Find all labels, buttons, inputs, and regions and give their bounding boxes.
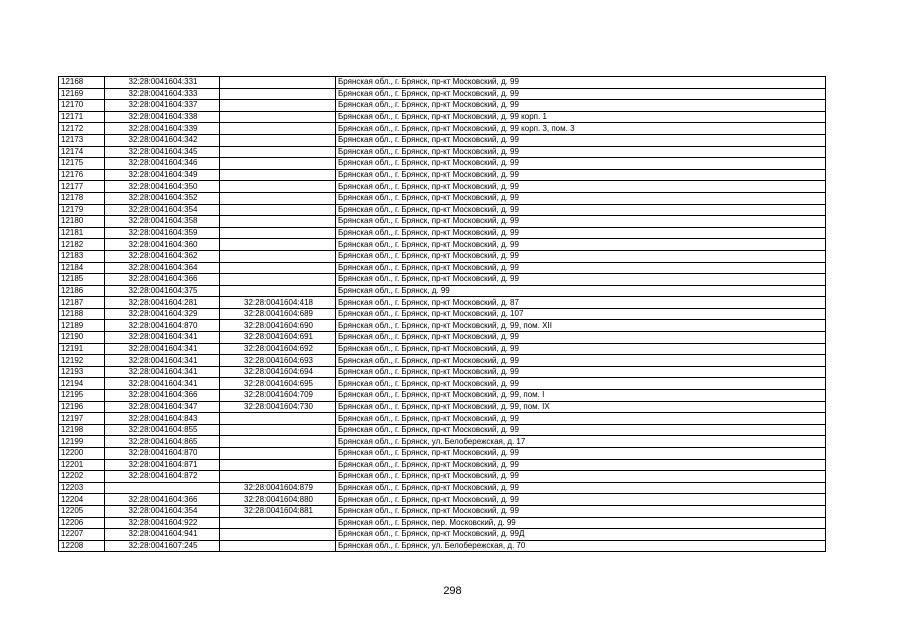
row-number-cell: 12188 <box>59 308 105 320</box>
linked-cadastral-number-cell: 32:28:0041604:691 <box>220 332 336 344</box>
table-row <box>59 505 826 517</box>
row-number-cell: 12174 <box>59 146 105 158</box>
address-cell: Брянская обл., г. Брянск, пр-кт Московский, д. 99 <box>336 88 826 100</box>
address-cell: Брянская обл., г. Брянск, пр-кт Московский, д. 87 <box>336 297 826 309</box>
linked-cadastral-number-cell <box>220 274 336 286</box>
address-cell: Брянская обл., г. Брянск, пр-кт Московский, д. 99 корп. 1 <box>336 111 826 123</box>
address-cell: Брянская обл., г. Брянск, пр-кт Московский, д. 99 <box>336 378 826 390</box>
linked-cadastral-number-cell <box>220 448 336 460</box>
row-number-cell: 12184 <box>59 262 105 274</box>
address-cell: Брянская обл., г. Брянск, пр-кт Московский, д. 99 <box>336 505 826 517</box>
address-cell: Брянская обл., г. Брянск, пр-кт Московский, д. 99, пом. IX <box>336 401 826 413</box>
linked-cadastral-number-cell <box>220 517 336 529</box>
address-cell: Брянская обл., г. Брянск, ул. Белобережская, д. 70 <box>336 540 826 552</box>
cadastral-number-cell: 32:28:0041604:375 <box>105 285 220 297</box>
table-row <box>59 413 826 425</box>
row-number-cell: 12171 <box>59 111 105 123</box>
cadastral-number-cell: 32:28:0041604:349 <box>105 169 220 181</box>
address-cell: Брянская обл., г. Брянск, пр-кт Московский, д. 99 <box>336 227 826 239</box>
cadastral-number-cell: 32:28:0041604:922 <box>105 517 220 529</box>
linked-cadastral-number-cell: 32:28:0041604:690 <box>220 320 336 332</box>
row-number-cell: 12206 <box>59 517 105 529</box>
table-row <box>59 204 826 216</box>
address-cell: Брянская обл., г. Брянск, пр-кт Московский, д. 99 <box>336 274 826 286</box>
row-number-cell: 12203 <box>59 482 105 494</box>
address-cell: Брянская обл., г. Брянск, пр-кт Московский, д. 99 <box>336 494 826 506</box>
row-number-cell: 12189 <box>59 320 105 332</box>
address-cell: Брянская обл., г. Брянск, пр-кт Московский, д. 99, пом. I <box>336 390 826 402</box>
table-row <box>59 100 826 112</box>
cadastral-number-cell <box>105 482 220 494</box>
row-number-cell: 12172 <box>59 123 105 135</box>
table-row <box>59 239 826 251</box>
address-cell: Брянская обл., г. Брянск, пр-кт Московский, д. 99 <box>336 77 826 89</box>
linked-cadastral-number-cell: 32:28:0041604:730 <box>220 401 336 413</box>
cadastral-number-cell: 32:28:0041604:362 <box>105 250 220 262</box>
cadastral-number-cell: 32:28:0041604:359 <box>105 227 220 239</box>
table-row <box>59 529 826 541</box>
row-number-cell: 12183 <box>59 250 105 262</box>
address-cell: Брянская обл., г. Брянск, пр-кт Московский, д. 99 <box>336 146 826 158</box>
table-row <box>59 146 826 158</box>
row-number-cell: 12176 <box>59 169 105 181</box>
table-row <box>59 448 826 460</box>
linked-cadastral-number-cell <box>220 100 336 112</box>
cadastral-number-cell: 32:28:0041607:245 <box>105 540 220 552</box>
table-row <box>59 111 826 123</box>
row-number-cell: 12190 <box>59 332 105 344</box>
table-row <box>59 366 826 378</box>
table-row <box>59 459 826 471</box>
table-row <box>59 494 826 506</box>
address-cell: Брянская обл., г. Брянск, пр-кт Московский, д. 99 <box>336 413 826 425</box>
cadastral-number-cell: 32:28:0041604:354 <box>105 505 220 517</box>
table-row <box>59 401 826 413</box>
linked-cadastral-number-cell <box>220 413 336 425</box>
row-number-cell: 12182 <box>59 239 105 251</box>
linked-cadastral-number-cell <box>220 181 336 193</box>
table-row <box>59 482 826 494</box>
row-number-cell: 12170 <box>59 100 105 112</box>
address-cell: Брянская обл., г. Брянск, пр-кт Московский, д. 99 <box>336 459 826 471</box>
table-row <box>59 424 826 436</box>
linked-cadastral-number-cell <box>220 158 336 170</box>
cadastral-number-cell: 32:28:0041604:281 <box>105 297 220 309</box>
linked-cadastral-number-cell <box>220 471 336 483</box>
linked-cadastral-number-cell <box>220 436 336 448</box>
cadastral-number-cell: 32:28:0041604:871 <box>105 459 220 471</box>
cadastral-number-cell: 32:28:0041604:366 <box>105 274 220 286</box>
linked-cadastral-number-cell <box>220 424 336 436</box>
registry-table-body <box>59 77 826 552</box>
row-number-cell: 12178 <box>59 192 105 204</box>
table-row <box>59 134 826 146</box>
linked-cadastral-number-cell <box>220 459 336 471</box>
cadastral-number-cell: 32:28:0041604:329 <box>105 308 220 320</box>
address-cell: Брянская обл., г. Брянск, пр-кт Московский, д. 99 <box>336 262 826 274</box>
table-row <box>59 471 826 483</box>
table-row <box>59 123 826 135</box>
address-cell: Брянская обл., г. Брянск, пр-кт Московский, д. 99 <box>336 343 826 355</box>
address-cell: Брянская обл., г. Брянск, пр-кт Московский, д. 99Д <box>336 529 826 541</box>
cadastral-number-cell: 32:28:0041604:345 <box>105 146 220 158</box>
cadastral-number-cell: 32:28:0041604:350 <box>105 181 220 193</box>
row-number-cell: 12204 <box>59 494 105 506</box>
row-number-cell: 12205 <box>59 505 105 517</box>
cadastral-number-cell: 32:28:0041604:331 <box>105 77 220 89</box>
row-number-cell: 12208 <box>59 540 105 552</box>
table-row <box>59 343 826 355</box>
linked-cadastral-number-cell <box>220 239 336 251</box>
linked-cadastral-number-cell <box>220 540 336 552</box>
cadastral-number-cell: 32:28:0041604:346 <box>105 158 220 170</box>
cadastral-number-cell: 32:28:0041604:341 <box>105 343 220 355</box>
linked-cadastral-number-cell: 32:28:0041604:881 <box>220 505 336 517</box>
linked-cadastral-number-cell <box>220 88 336 100</box>
cadastral-number-cell: 32:28:0041604:360 <box>105 239 220 251</box>
cadastral-number-cell: 32:28:0041604:358 <box>105 216 220 228</box>
linked-cadastral-number-cell <box>220 123 336 135</box>
address-cell: Брянская обл., г. Брянск, пр-кт Московский, д. 99 <box>336 204 826 216</box>
linked-cadastral-number-cell: 32:28:0041604:709 <box>220 390 336 402</box>
linked-cadastral-number-cell <box>220 192 336 204</box>
row-number-cell: 12195 <box>59 390 105 402</box>
table-row <box>59 390 826 402</box>
cadastral-number-cell: 32:28:0041604:333 <box>105 88 220 100</box>
row-number-cell: 12193 <box>59 366 105 378</box>
address-cell: Брянская обл., г. Брянск, пр-кт Московский, д. 99 <box>336 448 826 460</box>
row-number-cell: 12187 <box>59 297 105 309</box>
address-cell: Брянская обл., г. Брянск, пер. Московский, д. 99 <box>336 517 826 529</box>
cadastral-number-cell: 32:28:0041604:870 <box>105 448 220 460</box>
linked-cadastral-number-cell <box>220 111 336 123</box>
address-cell: Брянская обл., г. Брянск, пр-кт Московский, д. 99 <box>336 192 826 204</box>
row-number-cell: 12168 <box>59 77 105 89</box>
cadastral-number-cell: 32:28:0041604:342 <box>105 134 220 146</box>
table-row <box>59 378 826 390</box>
linked-cadastral-number-cell <box>220 77 336 89</box>
row-number-cell: 12200 <box>59 448 105 460</box>
cadastral-number-cell: 32:28:0041604:341 <box>105 366 220 378</box>
table-row <box>59 332 826 344</box>
address-cell: Брянская обл., г. Брянск, пр-кт Московский, д. 99 <box>336 181 826 193</box>
cadastral-registry-table <box>58 76 826 552</box>
table-row <box>59 297 826 309</box>
cadastral-number-cell: 32:28:0041604:352 <box>105 192 220 204</box>
address-cell: Брянская обл., г. Брянск, пр-кт Московский, д. 99 <box>336 158 826 170</box>
row-number-cell: 12202 <box>59 471 105 483</box>
table-row <box>59 181 826 193</box>
cadastral-number-cell: 32:28:0041604:341 <box>105 355 220 367</box>
linked-cadastral-number-cell <box>220 204 336 216</box>
cadastral-number-cell: 32:28:0041604:865 <box>105 436 220 448</box>
linked-cadastral-number-cell: 32:28:0041604:879 <box>220 482 336 494</box>
linked-cadastral-number-cell: 32:28:0041604:693 <box>220 355 336 367</box>
cadastral-number-cell: 32:28:0041604:872 <box>105 471 220 483</box>
linked-cadastral-number-cell: 32:28:0041604:689 <box>220 308 336 320</box>
table-row <box>59 436 826 448</box>
address-cell: Брянская обл., г. Брянск, пр-кт Московский, д. 99 <box>336 366 826 378</box>
row-number-cell: 12197 <box>59 413 105 425</box>
cadastral-number-cell: 32:28:0041604:366 <box>105 390 220 402</box>
linked-cadastral-number-cell: 32:28:0041604:418 <box>220 297 336 309</box>
linked-cadastral-number-cell <box>220 146 336 158</box>
table-row <box>59 355 826 367</box>
cadastral-number-cell: 32:28:0041604:941 <box>105 529 220 541</box>
address-cell: Брянская обл., г. Брянск, пр-кт Московский, д. 107 <box>336 308 826 320</box>
cadastral-number-cell: 32:28:0041604:341 <box>105 378 220 390</box>
table-row <box>59 285 826 297</box>
linked-cadastral-number-cell <box>220 216 336 228</box>
linked-cadastral-number-cell <box>220 227 336 239</box>
table-row <box>59 77 826 89</box>
row-number-cell: 12181 <box>59 227 105 239</box>
linked-cadastral-number-cell <box>220 285 336 297</box>
row-number-cell: 12192 <box>59 355 105 367</box>
address-cell: Брянская обл., г. Брянск, пр-кт Московский, д. 99 <box>336 250 826 262</box>
row-number-cell: 12180 <box>59 216 105 228</box>
row-number-cell: 12201 <box>59 459 105 471</box>
table-row <box>59 274 826 286</box>
table-row <box>59 250 826 262</box>
row-number-cell: 12198 <box>59 424 105 436</box>
cadastral-number-cell: 32:28:0041604:339 <box>105 123 220 135</box>
cadastral-number-cell: 32:28:0041604:341 <box>105 332 220 344</box>
cadastral-number-cell: 32:28:0041604:843 <box>105 413 220 425</box>
row-number-cell: 12179 <box>59 204 105 216</box>
row-number-cell: 12199 <box>59 436 105 448</box>
linked-cadastral-number-cell: 32:28:0041604:880 <box>220 494 336 506</box>
row-number-cell: 12191 <box>59 343 105 355</box>
cadastral-number-cell: 32:28:0041604:366 <box>105 494 220 506</box>
table-row <box>59 216 826 228</box>
linked-cadastral-number-cell <box>220 529 336 541</box>
cadastral-number-cell: 32:28:0041604:354 <box>105 204 220 216</box>
linked-cadastral-number-cell: 32:28:0041604:692 <box>220 343 336 355</box>
table-row <box>59 262 826 274</box>
cadastral-number-cell: 32:28:0041604:338 <box>105 111 220 123</box>
row-number-cell: 12196 <box>59 401 105 413</box>
table-row <box>59 192 826 204</box>
address-cell: Брянская обл., г. Брянск, пр-кт Московский, д. 99 <box>336 482 826 494</box>
address-cell: Брянская обл., г. Брянск, ул. Белобережская, д. 17 <box>336 436 826 448</box>
table-row <box>59 517 826 529</box>
linked-cadastral-number-cell <box>220 250 336 262</box>
table-row <box>59 169 826 181</box>
table-row <box>59 88 826 100</box>
table-row <box>59 308 826 320</box>
table-row <box>59 540 826 552</box>
cadastral-number-cell: 32:28:0041604:347 <box>105 401 220 413</box>
address-cell: Брянская обл., г. Брянск, пр-кт Московский, д. 99 <box>336 169 826 181</box>
linked-cadastral-number-cell <box>220 134 336 146</box>
row-number-cell: 12175 <box>59 158 105 170</box>
page-number: 298 <box>443 585 462 597</box>
row-number-cell: 12173 <box>59 134 105 146</box>
address-cell: Брянская обл., г. Брянск, пр-кт Московский, д. 99 <box>336 134 826 146</box>
address-cell: Брянская обл., г. Брянск, пр-кт Московский, д. 99 <box>336 239 826 251</box>
cadastral-number-cell: 32:28:0041604:870 <box>105 320 220 332</box>
row-number-cell: 12177 <box>59 181 105 193</box>
row-number-cell: 12207 <box>59 529 105 541</box>
cadastral-number-cell: 32:28:0041604:364 <box>105 262 220 274</box>
row-number-cell: 12194 <box>59 378 105 390</box>
linked-cadastral-number-cell <box>220 262 336 274</box>
linked-cadastral-number-cell: 32:28:0041604:694 <box>220 366 336 378</box>
linked-cadastral-number-cell: 32:28:0041604:695 <box>220 378 336 390</box>
row-number-cell: 12185 <box>59 274 105 286</box>
address-cell: Брянская обл., г. Брянск, пр-кт Московский, д. 99, пом. XII <box>336 320 826 332</box>
cadastral-number-cell: 32:28:0041604:855 <box>105 424 220 436</box>
table-row <box>59 227 826 239</box>
address-cell: Брянская обл., г. Брянск, д. 99 <box>336 285 826 297</box>
table-row <box>59 158 826 170</box>
linked-cadastral-number-cell <box>220 169 336 181</box>
address-cell: Брянская обл., г. Брянск, пр-кт Московский, д. 99 <box>336 100 826 112</box>
table-row <box>59 320 826 332</box>
row-number-cell: 12186 <box>59 285 105 297</box>
address-cell: Брянская обл., г. Брянск, пр-кт Московский, д. 99 <box>336 216 826 228</box>
cadastral-number-cell: 32:28:0041604:337 <box>105 100 220 112</box>
address-cell: Брянская обл., г. Брянск, пр-кт Московский, д. 99 <box>336 424 826 436</box>
address-cell: Брянская обл., г. Брянск, пр-кт Московский, д. 99 <box>336 355 826 367</box>
address-cell: Брянская обл., г. Брянск, пр-кт Московский, д. 99 корп. 3, пом. 3 <box>336 123 826 135</box>
address-cell: Брянская обл., г. Брянск, пр-кт Московский, д. 99 <box>336 471 826 483</box>
address-cell: Брянская обл., г. Брянск, пр-кт Московский, д. 99 <box>336 332 826 344</box>
row-number-cell: 12169 <box>59 88 105 100</box>
